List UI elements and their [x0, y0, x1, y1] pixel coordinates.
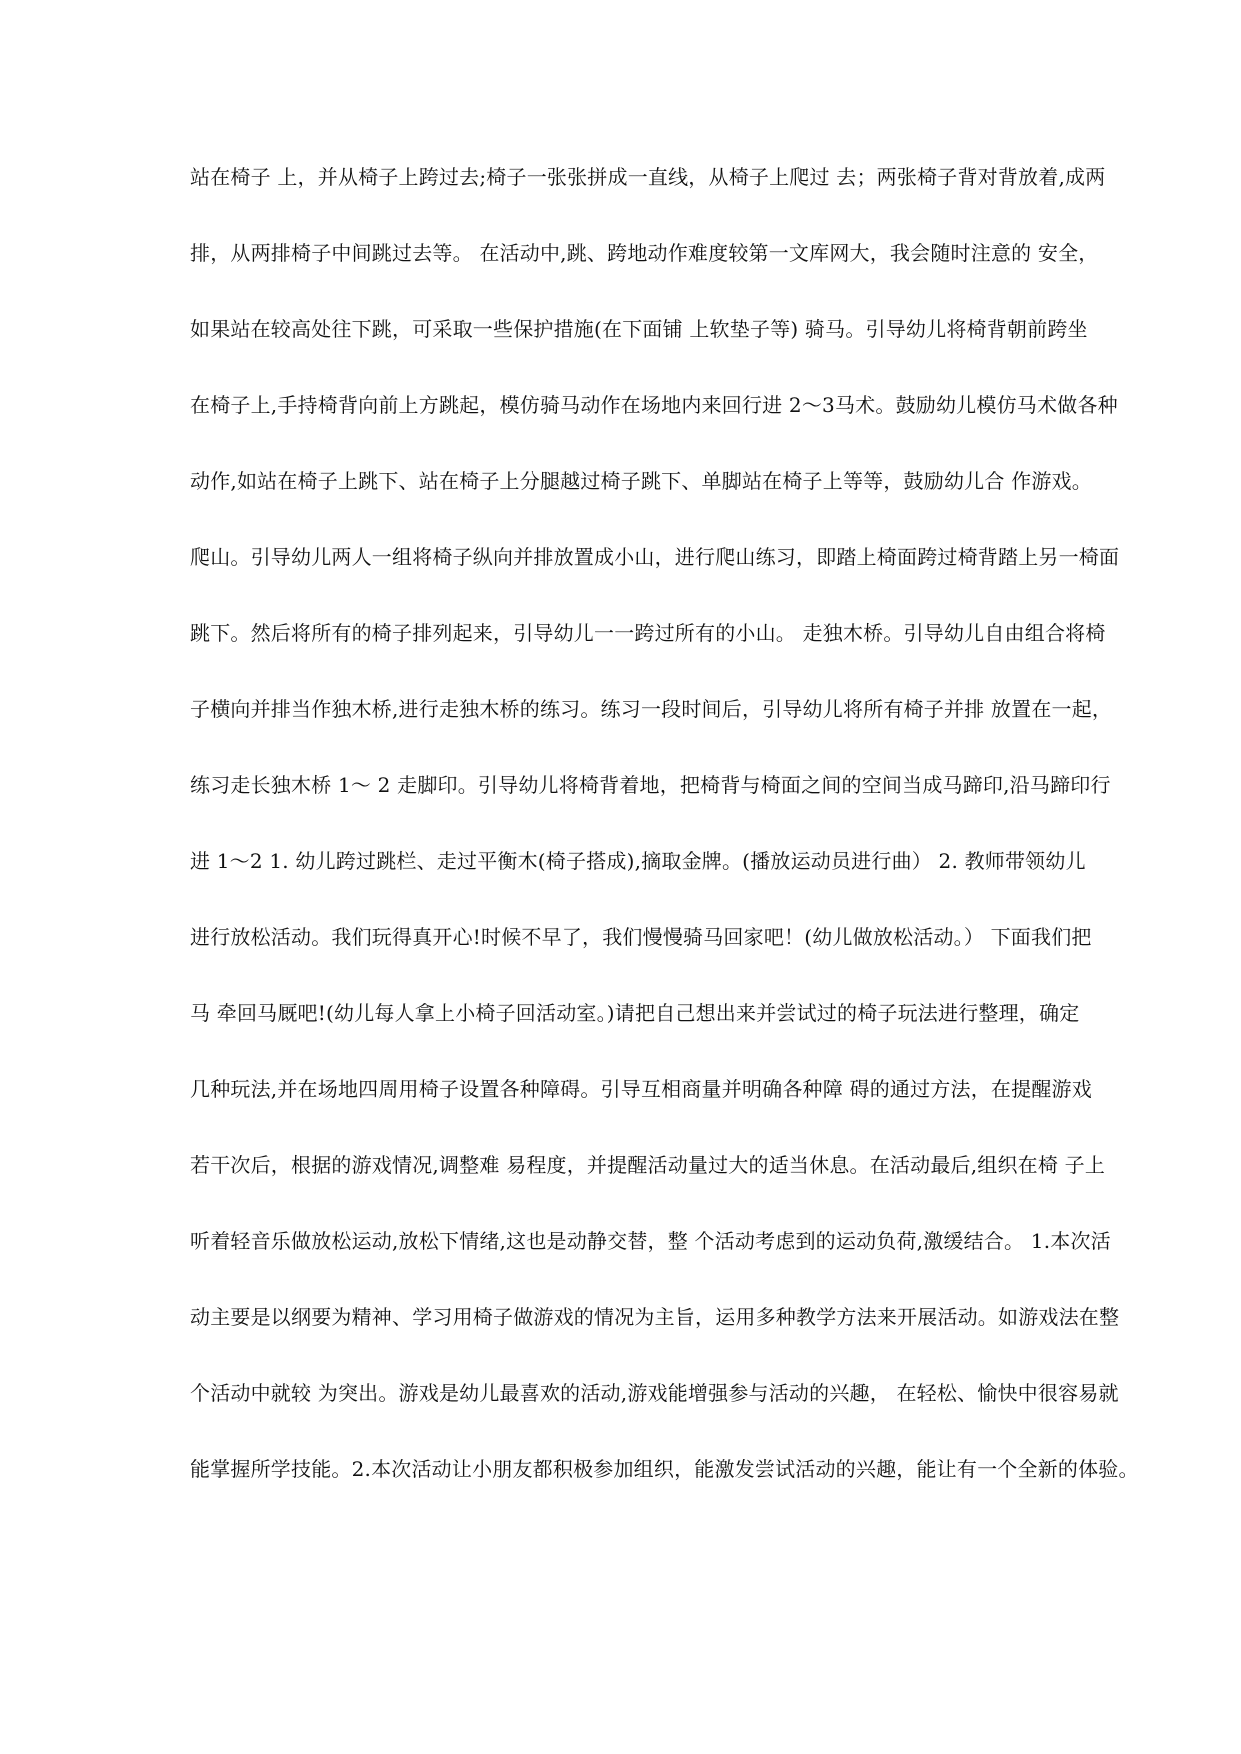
text-line: 能掌握所学技能。2.本次活动让小朋友都积极参加组织，能激发尝试活动的兴趣，能让有一个全新的体验。 [190, 1457, 1139, 1481]
text-line: 排，从两排椅子中间跳过去等。 在活动中,跳、跨地动作难度较第一文库网大，我会随时注意的 安全， [190, 241, 1099, 265]
text-line: 练习走长独木桥 1～ 2 走脚印。引导幼儿将椅背着地，把椅背与椅面之间的空间当成马蹄印,沿马蹄印行 [190, 773, 1111, 797]
text-line: 马 牵回马厩吧!(幼儿每人拿上小椅子回活动室。)请把自己想出来并尝试过的椅子玩法进行整理，确定 [190, 1001, 1080, 1025]
text-line: 听着轻音乐做放松运动,放松下情绪,这也是动静交替，整 个活动考虑到的运动负荷,激缓结合。 1.本次活 [190, 1229, 1111, 1253]
text-line: 若干次后，根据的游戏情况,调整难 易程度，并提醒活动量过大的适当休息。在活动最后,组织在椅 子上 [190, 1153, 1106, 1177]
text-line: 如果站在较高处往下跳，可采取一些保护措施(在下面铺 上软垫子等) 骑马。引导幼儿将椅背朝前跨坐 [190, 317, 1088, 341]
text-line: 站在椅子 上，并从椅子上跨过去;椅子一张张拼成一直线，从椅子上爬过 去；两张椅子背对背放着,成两 [190, 165, 1106, 189]
text-line: 跳下。然后将所有的椅子排列起来，引导幼儿一一跨过所有的小山。 走独木桥。引导幼儿自由组合将椅 [190, 621, 1106, 645]
text-line: 几种玩法,并在场地四周用椅子设置各种障碍。引导互相商量并明确各种障 碍的通过方法，在提醒游戏 [190, 1077, 1092, 1101]
text-line: 进 1～2 1. 幼儿跨过跳栏、走过平衡木(椅子搭成),摘取金牌。(播放运动员进行曲） 2. 教师带领幼儿 [190, 849, 1086, 873]
text-line: 子横向并排当作独木桥,进行走独木桥的练习。练习一段时间后，引导幼儿将所有椅子并排 放置在一起， [190, 697, 1113, 721]
text-line: 动作,如站在椅子上跳下、站在椅子上分腿越过椅子跳下、单脚站在椅子上等等，鼓励幼儿合 作游戏。 [190, 469, 1092, 493]
body-text [190, 162, 1139, 1530]
text-line: 进行放松活动。我们玩得真开心!时候不早了，我们慢慢骑马回家吧！(幼儿做放松活动。） 下面我们把 [190, 925, 1092, 949]
text-line: 在椅子上,手持椅背向前上方跳起，模仿骑马动作在场地内来回行进 2～3马术。鼓励幼儿模仿马术做各种 [190, 393, 1118, 417]
text-line: 爬山。引导幼儿两人一组将椅子纵向并排放置成小山，进行爬山练习，即踏上椅面跨过椅背踏上另一椅面 [190, 545, 1120, 569]
text-line: 个活动中就较 为突出。游戏是幼儿最喜欢的活动,游戏能增强参与活动的兴趣， 在轻松、愉快中很容易就 [190, 1381, 1119, 1405]
text-line: 动主要是以纲要为精神、学习用椅子做游戏的情况为主旨，运用多种教学方法来开展活动。如游戏法在整 [190, 1305, 1120, 1329]
